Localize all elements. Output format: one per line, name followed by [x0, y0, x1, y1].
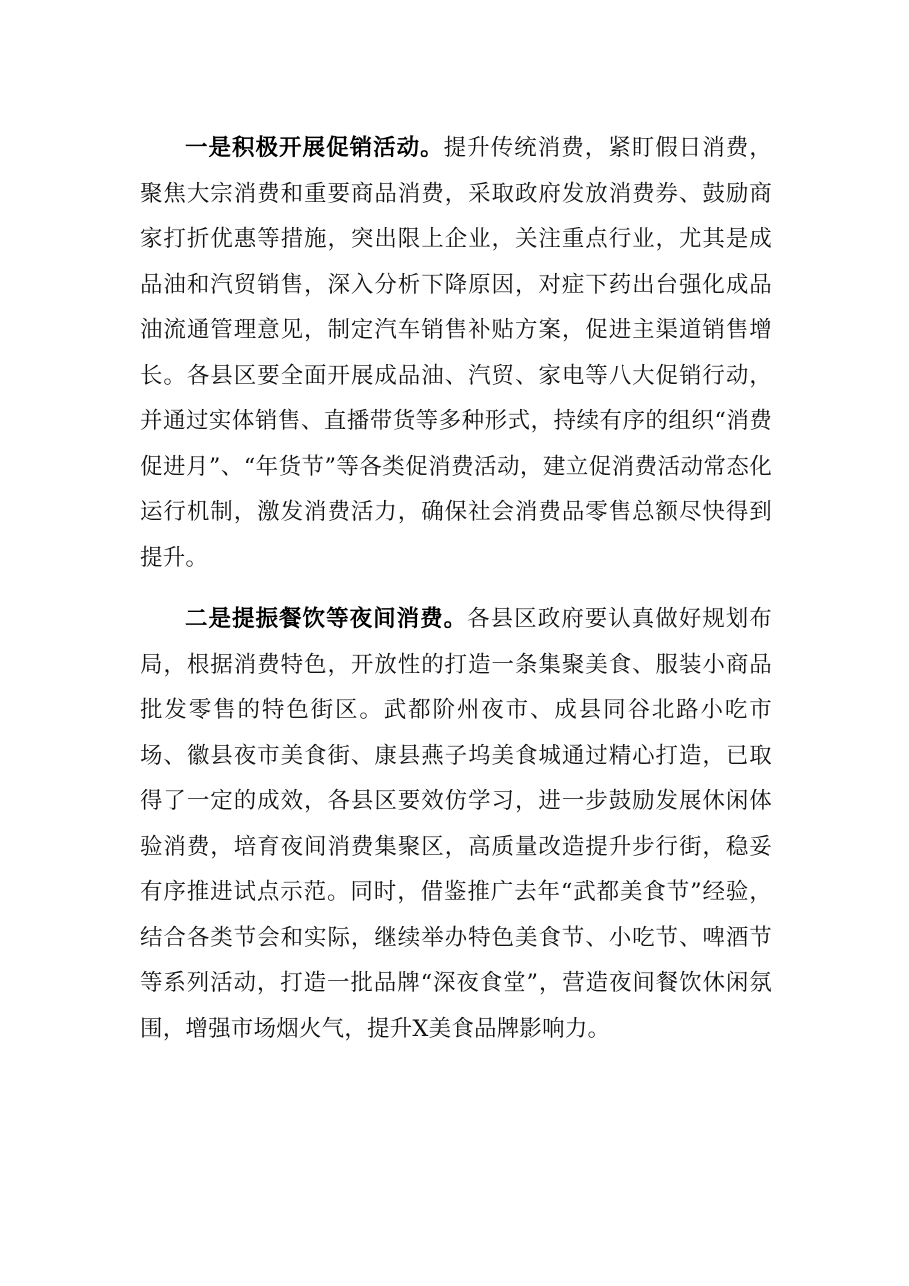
paragraph-heading: 一是积极开展促销活动。	[185, 135, 444, 161]
paragraph-text: 提升传统消费，紧盯假日消费，聚焦大宗消费和重要商品消费，采取政府发放消费券、鼓励商家打折优惠等措施，突出限上企业，关注重点行业，尤其是成品油和汽贸销售，深入分析下降原因，对症下药出台强化成品油流通管理意见，制定汽车销售补贴方案，促进主渠道销售增长。各县区要全面开展成品油、汽贸、家电等八大促销行动，并通过实体销售、直播带货等多种形式，持续有序的组织“消费促进月”、“年货节”等各类促消费活动，建立促消费活动常态化运行机制，激发消费活力，确保社会消费品零售总额尽快得到提升。	[140, 135, 772, 571]
paragraph-promotion	[140, 126, 772, 581]
document-body	[140, 126, 772, 1052]
paragraph-text: 各县区政府要认真做好规划布局，根据消费特色，开放性的打造一条集聚美食、服装小商品批发零售的特色街区。武都阶州夜市、成县同谷北路小吃市场、徽县夜市美食街、康县燕子坞美食城通过精心打造，已取得了一定的成效，各县区要效仿学习，进一步鼓励发展休闲体验消费，培育夜间消费集聚区，高质量改造提升步行街，稳妥有序推进试点示范。同时，借鉴推广去年“武都美食节”经验，结合各类节会和实际，继续举办特色美食节、小吃节、啤酒节等系列活动，打造一批品牌“深夜食堂”，营造夜间餐饮休闲氛围，增强市场烟火气，提升X美食品牌影响力。	[140, 606, 772, 1042]
paragraph-heading: 二是提振餐饮等夜间消费。	[185, 606, 468, 632]
paragraph-night-consumption	[140, 597, 772, 1052]
